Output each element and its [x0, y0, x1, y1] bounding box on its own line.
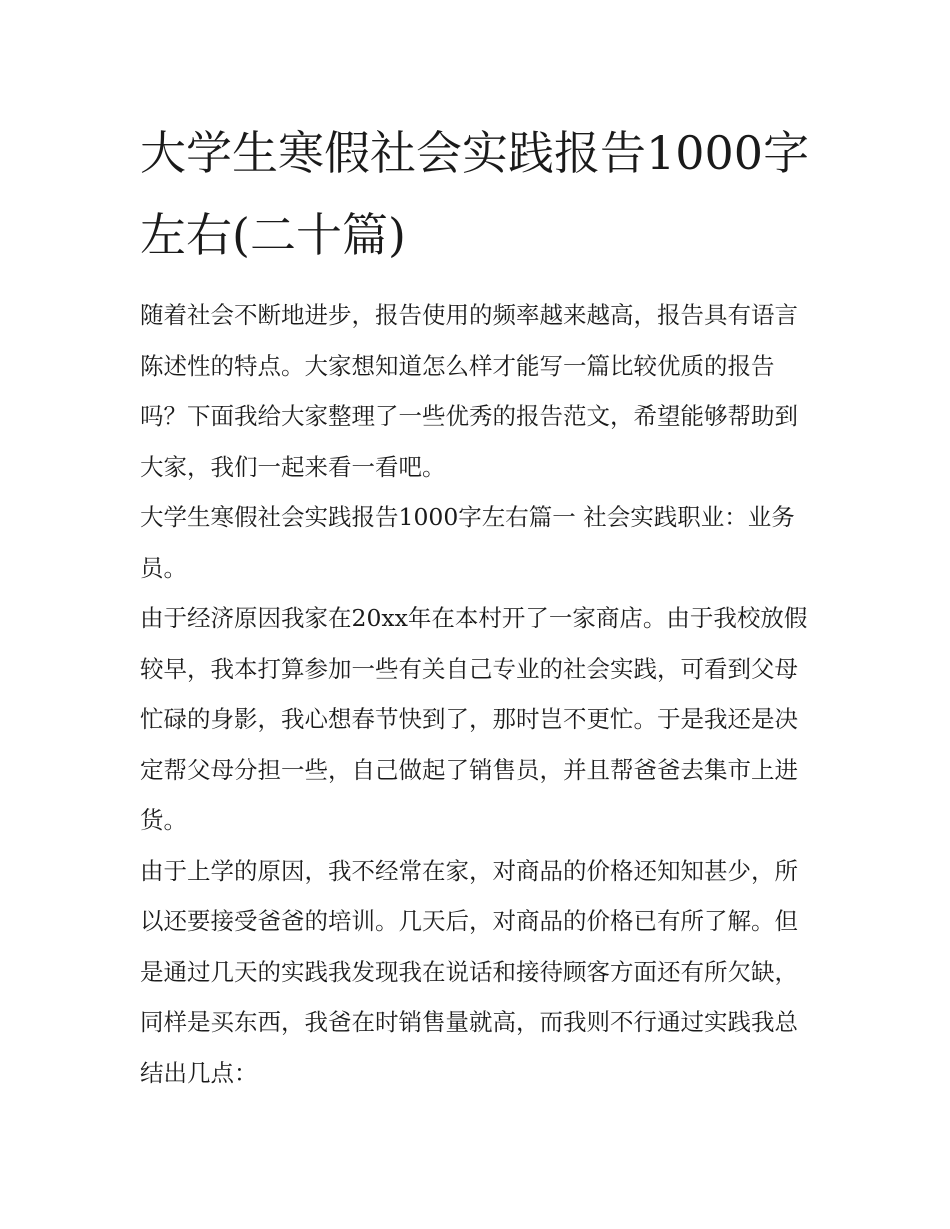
paragraph-background: 由于经济原因我家在20xx年在本村开了一家商店。由于我校放假较早，我本打算参加一些有关自己专业的社会实践，可看到父母忙碌的身影，我心想春节快到了，那时岂不更忙。于是我还是决定帮父母分担一些，自己做起了销售员，并且帮爸爸去集市上进货。: [140, 604, 808, 834]
document-page: [140, 112, 812, 1098]
paragraph-section-heading: 大学生寒假社会实践报告1000字左右篇一 社会实践职业：业务员。: [140, 503, 795, 582]
document-title: 大学生寒假社会实践报告1000字左右(二十篇): [140, 126, 810, 262]
paragraph-intro: 随着社会不断地进步，报告使用的频率越来越高，报告具有语言陈述性的特点。大家想知道怎么样才能写一篇比较优质的报告吗？下面我给大家整理了一些优秀的报告范文，希望能够帮助到大家，我们一起来看一看吧。: [140, 301, 798, 481]
paragraph-training: 由于上学的原因，我不经常在家，对商品的价格还知知甚少，所以还要接受爸爸的培训。几天后，对商品的价格已有所了解。但是通过几天的实践我发现我在说话和接待顾客方面还有所欠缺，同样是买东西，我爸在时销售量就高，而我则不行通过实践我总结出几点：: [140, 856, 798, 1087]
